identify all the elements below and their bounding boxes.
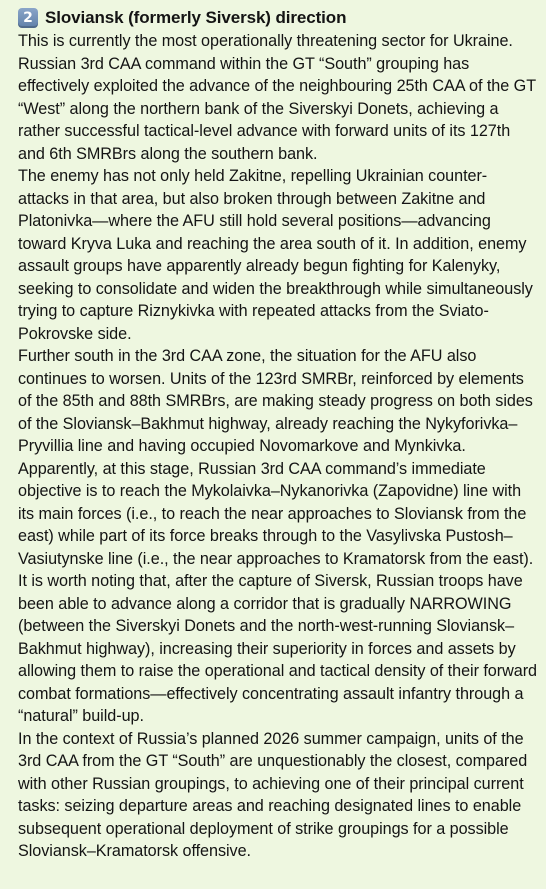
paragraph: Further south in the 3rd CAA zone, the situation for the AFU also continues to worsen. Units of the 123rd SMRBr, reinforced by elements of the 85th and 88th SMRBrs, are making steady progress on both sides of the Sloviansk–Bakhmut highway, already reaching the Nykyforivka–Pryvillia line and having occupied Novomarkove and Mynkivka. xyxy=(18,347,533,455)
paragraph: In the context of Russia’s planned 2026 summer campaign, units of the 3rd CAA from the GT “South” are unquestionably the closest, compared with other Russian groupings, to achieving one of their principal current tasks: seizing departure areas and reaching designated lines to enable subsequent operational deployment of strike groupings for a possible Sloviansk–Kramatorsk offensive. xyxy=(18,729,528,860)
message-body xyxy=(18,30,538,863)
message-header xyxy=(18,6,538,30)
paragraph: It is worth noting that, after the capture of Siversk, Russian troops have been able to advance along a corridor that is gradually NARROWING (between the Siverskyi Donets and the north-west-running Sloviansk–Bakhmut highway), increasing their superiority in forces and assets by allowing them to raise the operational and tactical density of their forward combat formations—effectively concentrating assault infantry through a “natural” build-up. xyxy=(18,572,537,725)
paragraph: This is currently the most operationally threatening sector for Ukraine. Russian 3rd CAA command within the GT “South” grouping has effectively exploited the advance of the neighbouring 25th CAA of the GT “West” along the northern bank of the Siverskyi Donets, achieving a rather successful tactical-level advance with forward units of its 127th and 6th SMRBrs along the southern bank. xyxy=(18,32,536,163)
paragraph: The enemy has not only held Zakitne, repelling Ukrainian counter-attacks in that area, but also broken through between Zakitne and Platonivka—where the AFU still hold several positions—advancing toward Kryva Luka and reaching the area south of it. In addition, enemy assault groups have apparently already begun fighting for Kalenyky, seeking to consolidate and widen the breakthrough while simultaneously trying to capture Riznykivka with repeated attacks from the Sviato-Pokrovske side. xyxy=(18,167,533,343)
keycap-number-icon: 2 xyxy=(18,8,38,28)
section-title: Sloviansk (formerly Siversk) direction xyxy=(45,8,347,27)
paragraph: Apparently, at this stage, Russian 3rd CAA command’s immediate objective is to reach the Mykolaivka–Nykanorivka (Zapovidne) line with its main forces (i.e., to reach the near approaches to Sloviansk from the east) while part of its force breaks through to the Vasylivska Pustosh–Vasiutynske line (i.e., the near approaches to Kramatorsk from the east). xyxy=(18,459,534,568)
